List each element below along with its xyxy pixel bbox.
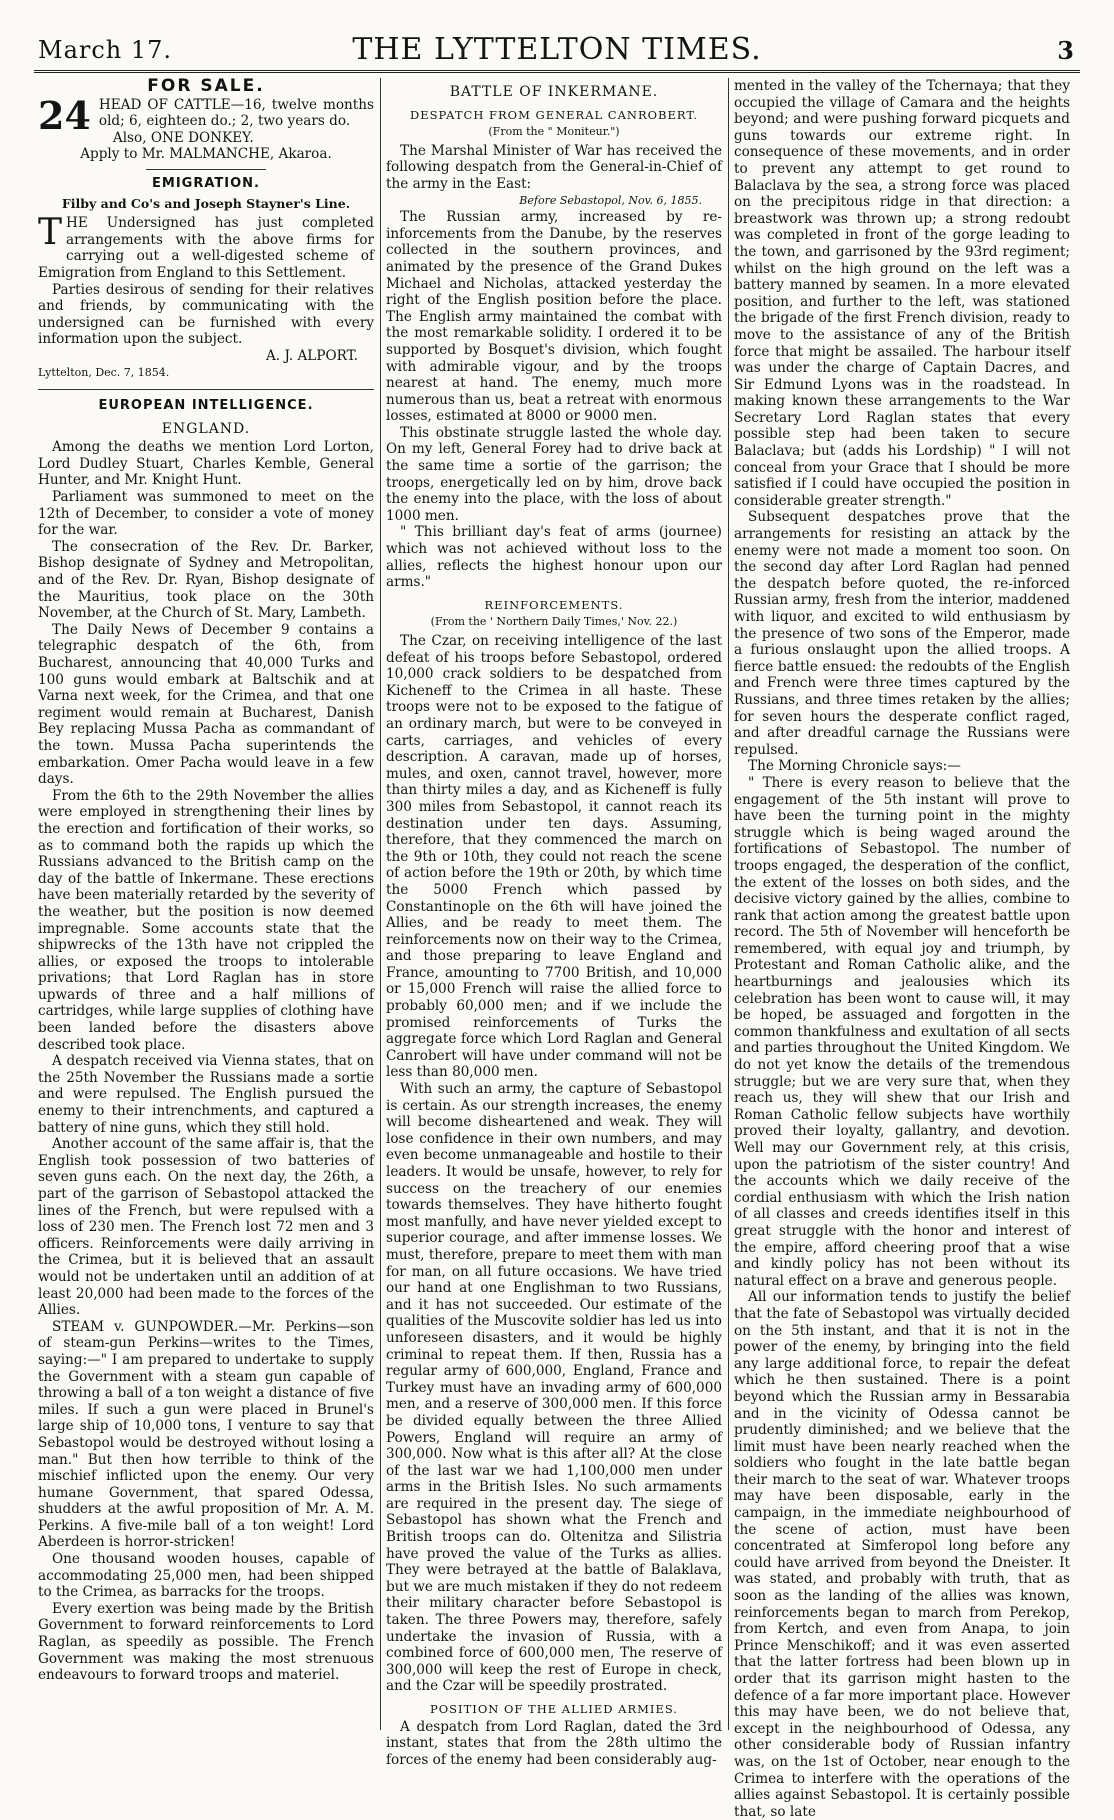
emigration-para-1 (38, 212, 374, 281)
divider (38, 389, 374, 390)
newspaper-title: THE LYTTELTON TIMES. (352, 32, 762, 67)
divider (146, 169, 266, 170)
article-paragraph: All our information tends to justify the belief that the fate of Sebastopol was virtually decided on the 5th instant, and that it is not in the power of the enemy, by bringing into the field any large additional force, to repair the defeat which he then sustained. There is a point beyond which the Russian army in Bessarabia and in the vicinity of Odessa cannot be prudently diminished; and we believe that the limit must have been nearly reached when the soldiers who fought in the late battle began their march to the seat of war. Whatever troops may have been disposable, early in the campaign, in the immediate neighbourhood of the scene of action, must have been concentrated at Simferopol long before any could have arrived from beyond the Dneister. It was stated, and probably with truth, that as soon as the landing of the allies was known, reinforcements began to march from Perekop, from Kertch, and even from Anapa, to join Prince Menschikoff; and it was even asserted that the latter fortress had been blown up in order that its garrison might hasten to the defence of a far more important place. However this may have been, we do not believe that, except in the neighbourhood of Odessa, any other considerable body of Russian infantry was, on the 1st of October, near enough to the Crimea to interfere with the operations of the allies against Sebastopol. It is certainly possible that, so late (734, 1289, 1070, 1820)
donkey-text: Also, ONE DONKEY. (112, 129, 254, 146)
article-paragraph: Subsequent despatches prove that the arrangements for resisting an attack by the enemy were not made a moment too soon. On the second day after Lord Raglan had penned the despatch before quoted, the re-inforced Russian army, fresh from the interior, maddened with liquor, and excited to wild enthusiasm by the presence of two sons of the Emperor, made a furious onslaught upon the allied troops. A fierce battle ensued: the redoubts of the English and French were three times captured by the Russians, and three times retaken by the allies; for seven hours the desperate conflict raged, and after dreadful carnage the Russians were repulsed. (734, 509, 1070, 758)
article-paragraph: This obstinate struggle lasted the whole day. On my left, General Forey had to drive back at the same time a sortie of the garrison; the troops, energetically led on by him, drove back the enemy into the place, with the loss of about 1000 men. (386, 424, 722, 524)
article-paragraph: The Russian army, increased by re-inforcements from the Danube, by the reserves collected in the southern provinces, and animated by the presence of the Grand Dukes Michael and Nicholas, attacked yesterday the right of the English position before the place. The English army maintained the combat with the most remarkable solidity. I ordered it to be supported by Bosquet's division, which fought with admirable vigour, and by the troops nearest at hand. The enemy, much more numerous than us, beat a retreat with enormous losses, estimated at 8000 or 9000 men. (386, 209, 722, 425)
article-paragraph: Among the deaths we mention Lord Lorton, Lord Dudley Stuart, Charles Kemble, General Hunter, and Mr. Knight Hunt. (38, 439, 374, 489)
article-paragraph: One thousand wooden houses, capable of accommodating 25,000 men, had been shipped to the Crimea, as barracks for the troops. (38, 1551, 374, 1601)
apply-text: Apply to Mr. MALMANCHE, Akaroa. (80, 146, 332, 163)
emigration-para-2: Parties desirous of sending for their relatives and friends, by communicating with the undersigned can be furnished with every information upon the subject. (38, 281, 374, 348)
position-heading: POSITION OF THE ALLIED ARMIES. (430, 1702, 678, 1716)
article-paragraph: STEAM v. GUNPOWDER.—Mr. Perkins—son of steam-gun Perkins—writes to the Times, saying:—" I am prepared to undertake to supply the Government with a steam gun capable of throwing a ball of a ton weight a distance of five miles. If such a gun were placed in Brunel's large ship of 10,000 tons, I venture to say that Sebastopol would be destroyed without losing a man." But then how terrible to think of the mischief inflicted upon the enemy. Our very humane Government, that spared Odessa, shudders at the awful proposition of Mr. A. M. Perkins. A five-mile ball of a ton weight! Lord Aberdeen is horror-stricken! (38, 1318, 374, 1551)
dateline: Before Sebastopol, Nov. 6, 1855. (519, 193, 702, 207)
article-paragraph: The Czar, on receiving intelligence of the last defeat of his troops before Sebastopol, ordered 10,000 crack soldiers to be despatched from Kicheneff to the Crimea in all haste. These troops were not to be exposed to the fatigue of an ordinary march, but were to be conveyed in carts, carriages, and vehicles of every description. A caravan, made up of horses, mules, and oxen, cannot travel, however, more than thirty miles a day, and as Kicheneff is fully 300 miles from Sebastopol, it cannot reach its destination under ten days. Assuming, therefore, that they commenced the march on the 9th or 10th, they could not reach the scene of action before the 19th or 20th, by which time the 5000 French which passed by Constantinople on the 6th will have joined the Allies, and be ready to meet them. The reinforcements now on their way to the Crimea, and those preparing to leave England and France, amounting to 7700 British, and 10,000 or 15,000 French will raise the allied force to probably 60,000 men; and if we include the promised reinforcements of Turks the aggregate force which Lord Raglan and General Canrobert will have under command will not be less than 80,000 men. (386, 633, 722, 1081)
battle-heading: BATTLE OF INKERMANE. (449, 84, 659, 100)
drop-cap: T (38, 212, 63, 254)
issue-date: March 17. (38, 36, 173, 64)
emigration-subheading: Filby and Co's and Joseph Stayner's Line. (61, 195, 351, 211)
article-paragraph: The Marshal Minister of War has received the following despatch from the General-in-Chief of the army in the East: (386, 142, 722, 192)
article-paragraph: A despatch received via Vienna states, that on the 25th November the Russians made a sortie and were repulsed. The English pursued the enemy to their intrenchments, and captured a battery of nine guns, which they still hold. (38, 1053, 374, 1136)
signature-date: Lyttelton, Dec. 7, 1854. (38, 365, 170, 379)
source-line: (From the " Moniteur.") (488, 125, 620, 139)
article-paragraph: mented in the valley of the Tchernaya; that they occupied the village of Camara and the heights beyond; and were pushing forward picquets and guns towards our extreme right. In consequence of these movements, and in order to prevent any attempt to get round to Balaclava by the sea, a strong force was placed on the precipitous ridge in that direction: a breastwork was thrown up; a strong redoubt was completed in front of the gorge leading to the town, and garrisoned by the 93rd regiment; whilst on the high ground on the left was a battery manned by seamen. In a more elevated position, and further to the left, was stationed the brigade of the first French division, ready to move to the assistance of any of the British force that might be assailed. The harbour itself was under the charge of Captain Dacres, and Sir Edmund Lyons was in the roadstead. In making known these arrangements to the War Secretary Lord Raglan states that every possible step had been taken to secure Balaclava; but (adds his Lordship) " I will not conceal from your Grace that I should be more satisfied if I could have occupied the position in considerable greater strength." (734, 78, 1070, 509)
article-paragraph: Parliament was summoned to meet on the 12th of December, to consider a vote of money for the war. (38, 489, 374, 539)
article-paragraph: A despatch from Lord Raglan, dated the 3rd instant, states that from the 28th ultimo the forces of the enemy had been considerably aug- (386, 1718, 722, 1768)
emigration-para-1-text: HE Undersigned has just completed arrangements with the above firms for carrying out a well-digested scheme of Emigration from England to this Settlement. (38, 215, 374, 281)
column-rule (728, 78, 729, 1730)
emigration-heading: EMIGRATION. (152, 175, 260, 191)
signature: A. J. ALPORT. (265, 347, 358, 364)
article-paragraph: " There is every reason to believe that the engagement of the 5th instant will prove to have been the turning point in the mighty struggle which is being waged around the fortifications of Sebastopol. The number of troops engaged, the desperation of the conflict, the extent of the losses on both sides, and the decisive victory gained by the allies, combine to rank that action among the greatest battle upon record. The 5th of November will henceforth be remembered, with equal joy and triumph, by Protestant and Roman Catholic alike, and the heartburnings and jealousies which its celebration has been wont to cause will, it may be hoped, be assuaged and forgotten in the common thankfulness and exultation of all sects and parties throughout the United Kingdom. We do not yet know the details of the tremendous struggle; but we are very sure that, when they reach us, they will shew that our Irish and Roman Catholic fellow subjects have worthily proved their loyalty, gallantry, and devotion. Well may our Government rely, at this crisis, upon the patriotism of the sister country! And the accounts which we daily receive of the cordial enthusiasm with which the Irish nation of all classes and creeds identifies itself in this great struggle with the honor and interest of the empire, afford cheering proof that a wise and kindly policy has not been without its natural effect on a brave and generous people. (734, 774, 1070, 1289)
cattle-text: HEAD OF CATTLE—16, twelve months old; 6, eighteen do.; 2, two years do. (98, 96, 374, 130)
source-line: (From the ' Northern Daily Times,' Nov. 22.) (430, 615, 678, 629)
reinforcements-heading: REINFORCEMENTS. (484, 597, 624, 612)
article-paragraph: From the 6th to the 29th November the allies were employed in strengthening their lines by the erection and fortification of their works, so as to command both the rapids up which the Russians advanced to the British camp on the day of the battle of Inkermane. These erections have been materially retarded by the severity of the weather, but the position is now deemed impregnable. Some accounts state that the shipwrecks of the 13th have not crippled the allies, or exposed the troops to intolerable privations; that Lord Raglan has in store upwards of three and a half millions of cartridges, while large supplies of clothing have been landed before the disasters above described took place. (38, 787, 374, 1053)
masthead (30, 30, 1084, 70)
article-paragraph: Every exertion was being made by the British Government to forward reinforcements to Lord Raglan, as speedily as possible. The French Government was making the most strenuous endeavours to forward troops and materiel. (38, 1600, 374, 1684)
for-sale-heading: FOR SALE. (147, 76, 265, 96)
column-3 (734, 78, 1070, 1820)
column-rule (380, 78, 381, 1730)
article-paragraph: " This brilliant day's feat of arms (journee) which was not achieved without loss to the allies, reflects the highest honour upon our arms." (386, 524, 722, 591)
england-heading: ENGLAND. (161, 420, 251, 437)
cattle-count: 24 (38, 92, 91, 138)
column-2 (386, 78, 722, 1768)
despatch-subheading: DESPATCH FROM GENERAL CANROBERT. (410, 107, 698, 122)
column-1 (38, 78, 374, 1728)
page-number: 3 (1057, 36, 1074, 65)
article-paragraph: The Morning Chronicle says:— (748, 758, 961, 775)
european-intelligence-heading: EUROPEAN INTELLIGENCE. (98, 398, 314, 414)
article-paragraph: The consecration of the Rev. Dr. Barker, Bishop designate of Sydney and Metropolitan, and of the Rev. Dr. Ryan, Bishop designate of the Mauritius, took place on the 30th November, at the Church of St. Mary, Lambeth. (38, 538, 374, 622)
article-paragraph: With such an army, the capture of Sebastopol is certain. As our strength increases, the enemy will become disheartened and weak. They will lose confidence in their own numbers, and may even become unmanageable and hostile to their leaders. It would be unsafe, however, to rely for success on the treachery of our enemies towards themselves. They have hitherto fought most manfully, and have never yielded except to superior courage, and after immense losses. We must, therefore, prepare to meet them with man for man, on all future occasions. We have tried our hand at one Englishman to two Russians, and it has not succeeded. Our estimate of the qualities of the Muscovite soldier has led us into unforeseen disasters, and it would be highly criminal to repeat them. If then, Russia has a regular army of 600,000, England, France and Turkey must have an invading army of 600,000 men, and a reserve of 300,000 men. If this force be divided equally between the three Allied Powers, England will require an army of 300,000. Now what is this after all? At the close of the last war we had 1,100,000 men under arms in the British Isles. No such armaments are required in the present day. The siege of Sebastopol has shown what the French and British troops can do. Oltenitza and Silistria have proved the value of the Turks as allies. They were betrayed at the battle of Balaklava, but we are much mistaken if they do not redeem their military character before Sebastopol is taken. The three Powers may, therefore, safely undertake the invasion of Russia, with a combined force of 600,000 men, The reserve of 300,000 will keep the rest of Europe in check, and the Czar will be speedily prostrated. (386, 1081, 722, 1695)
article-paragraph: The Daily News of December 9 contains a telegraphic despatch of the 6th, from Bucharest, announcing that 40,000 Turks and 100 guns would embark at Baltschik and at Varna next week, for the Crimea, and that one regiment would remain at Bucharest, Danish Bey replacing Mussa Pacha as commandant of the town. Mussa Pacha superintends the embarkation. Omer Pacha would leave in a few days. (38, 621, 374, 788)
article-paragraph: Another account of the same affair is, that the English took possession of two batteries of seven guns each. On the next day, the 26th, a part of the garrison of Sebastopol attacked the lines of the French, but were repulsed with a loss of 230 men. The French lost 72 men and 3 officers. Reinforcements were daily arriving in the Crimea, but it is believed that an assault would not be undertaken until an addition of at least 20,000 had been made to the forces of the Allies. (38, 1136, 374, 1319)
